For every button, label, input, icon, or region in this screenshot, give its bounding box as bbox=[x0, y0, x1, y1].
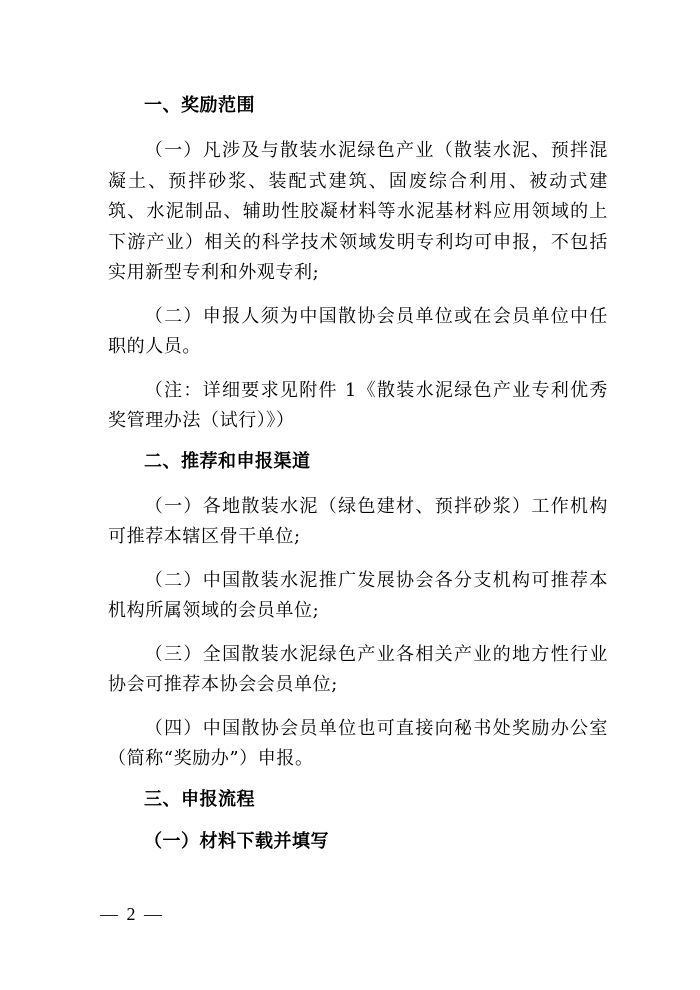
paragraph-scope-item-2 bbox=[108, 302, 608, 363]
paragraph-channel-item-1 bbox=[108, 492, 608, 553]
paragraph-text: （一）各地散装水泥（绿色建材、预拌砂浆）工作机构可推荐本辖区骨干单位; bbox=[108, 495, 608, 547]
paragraph-scope-note bbox=[108, 376, 608, 437]
page-number: — 2 — bbox=[100, 904, 164, 924]
subheading-download-materials: （一）材料下载并填写 bbox=[144, 830, 329, 852]
paragraph-channel-item-2 bbox=[108, 566, 608, 627]
paragraph-channel-item-4 bbox=[108, 714, 608, 775]
paragraph-text: （注：详细要求见附件 1《散装水泥绿色产业专利优秀奖管理办法（试行）》） bbox=[108, 379, 608, 431]
section-heading-recommendation-channels: 二、推荐和申报渠道 bbox=[144, 450, 311, 472]
paragraph-text: （二）中国散装水泥推广发展协会各分支机构可推荐本机构所属领域的会员单位; bbox=[108, 569, 608, 621]
paragraph-text: （一）凡涉及与散装水泥绿色产业（散装水泥、预拌混凝土、预拌砂浆、装配式建筑、固废综合利用、被动式建筑、水泥制品、辅助性胶凝材料等水泥基材料应用领域的上下游产业）相关的科学技术领域发明专利均可申报，不包括实用新型专利和外观专利; bbox=[108, 140, 608, 283]
paragraph-scope-item-1 bbox=[108, 136, 608, 289]
document-body bbox=[108, 94, 608, 854]
paragraph-text: （二）申报人须为中国散协会员单位或在会员单位中任职的人员。 bbox=[108, 305, 608, 357]
paragraph-text: （四）中国散协会员单位也可直接向秘书处奖励办公室（简称“奖励办”）申报。 bbox=[108, 717, 608, 769]
section-heading-award-scope: 一、奖励范围 bbox=[144, 95, 255, 116]
paragraph-text: （三）全国散装水泥绿色产业各相关产业的地方性行业协会可推荐本协会会员单位; bbox=[108, 643, 608, 695]
paragraph-channel-item-3 bbox=[108, 640, 608, 701]
section-heading-application-process: 三、申报流程 bbox=[144, 788, 255, 810]
